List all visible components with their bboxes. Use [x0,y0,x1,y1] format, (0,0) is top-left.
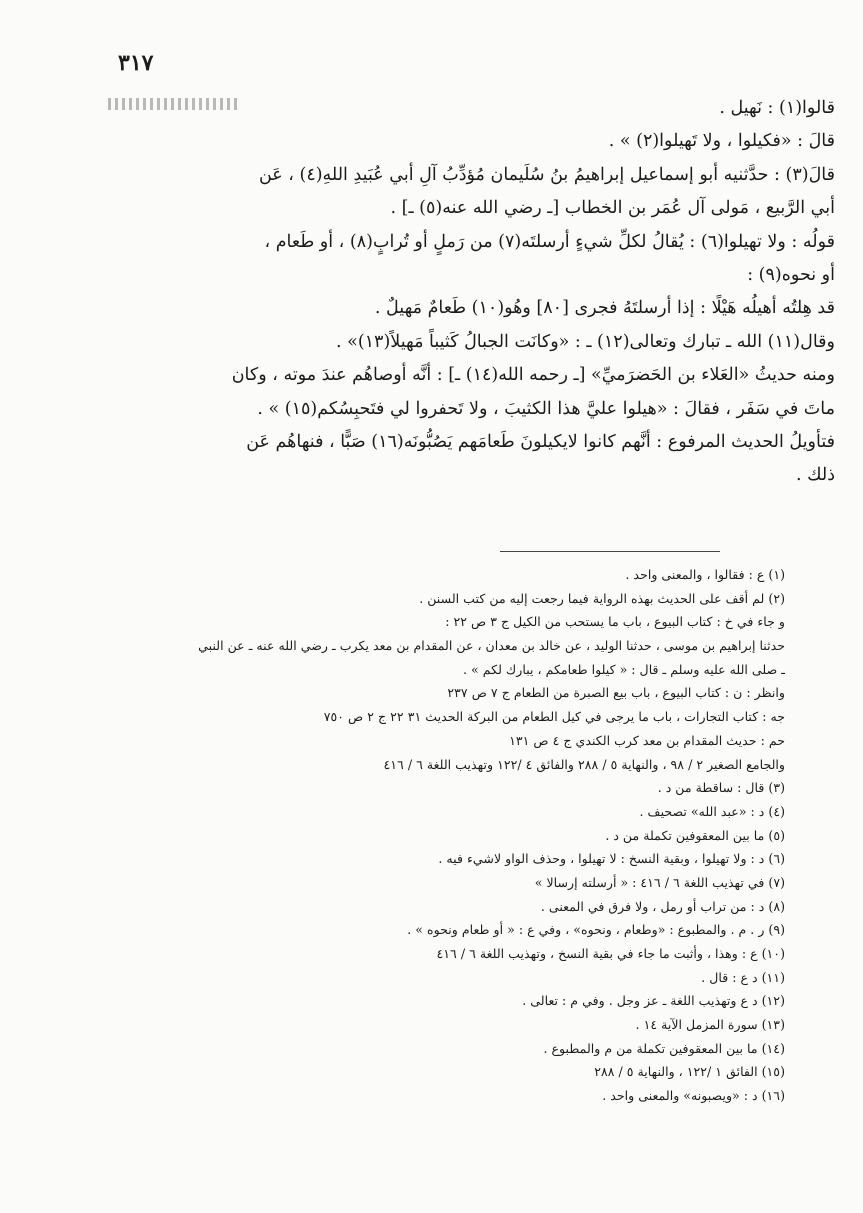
footnote-line: والجامع الصغير ٢ / ٩٨ ، والنهاية ٥ / ٢٨٨ والفائق ٤ /١٢٢ وتهذيب اللغة ٦ / ٤١٦ [383,756,785,772]
footnote-line: (٩) ر . م . والمطبوع : «وطعام ، ونحوه» ، وفي ع : « أو طعام ونحوه » . [407,922,785,938]
body-line: قالَ(٣) : حدَّثنيه أبو إسماعيل إبراهيمُ بنُ سُلَيمان مُؤدِّبُ آلِ أبي عُبَيدِ اللهِ(٤) ، عَن [258,164,835,185]
footnote-line: (١٥) الفائق ١ /١٢٢ ، والنهاية ٥ / ٢٨٨ [594,1064,785,1080]
body-line: قولُه : ولا تهيلوا(٦) : يُقالُ لكلِّ شيءٍ أرسلتَه(٧) من رَملٍ أو تُرابٍ(٨) ، أو طَعام ، [264,231,835,252]
footnote-line: حدثنا إبراهيم بن موسى ، حدثنا الوليد ، عن خالد بن معدان ، عن المقدام بن معد يكرب ـ رضي الله عنه ـ عن النبي [198,638,785,654]
footnote-separator [500,551,720,552]
footnote-line: و جاء في خ : كتاب البيوع ، باب ما يستحب من الكيل ج ٣ ص ٢٢ : [445,614,785,630]
footnote-line: (١٢) د ع وتهذيب اللغة ـ عز وجل . وفي م : تعالى . [522,993,785,1009]
footnote-line: ـ صلى الله عليه وسلم ـ قال : « كيلوا طعامكم ، يبارك لكم » . [463,661,785,677]
footnote-line: (١٠) ع : وهذا ، وأثبت ما جاء في بقية النسخ ، وتهذيب اللغة ٦ / ٤١٦ [436,946,785,961]
footnote-line: (٧) في تهذيب اللغة ٦ / ٤١٦ : « أرسلته إرسالا » [534,874,785,890]
body-line: ومنه حديثُ «العَلاء بن الحَضرَميِّ» [ـ رحمه الله(١٤) ـ] : أنَّه أوصاهُم عندَ موته ، وكان [231,365,835,386]
footnote-line: (٥) ما بين المعقوفين تكملة من د . [605,827,785,843]
footnote-line: (١١) د ع : قال . [701,969,785,985]
footnote-line: وانظر : ن : كتاب البيوع ، باب بيع الصبرة من الطعام ج ٧ ص ٢٣٧ [447,685,785,701]
body-text [100,92,835,493]
body-line: ماتَ في سَفَر ، فقالَ : «هيلوا عليَّ هذا الكثيبَ ، ولا تَحفروا لي فتَحبِسُكم(١٥) » . [257,398,835,419]
footnote-line: (١) ع : فقالوا ، والمعنى واحد . [625,567,785,582]
body-line: وقال(١١) الله ـ تبارك وتعالى(١٢) ـ : «وكانَت الجبالُ كَثيباً مَهيلاً(١٣)» . [335,331,835,352]
footnotes [105,563,785,1108]
body-line: قد هِلتُه أهيلُه هَيْلًا : إذا أرسلتَهُ فجرى [٨٠] وهُو(١٠) طَعامٌ مَهيلٌ . [374,298,835,319]
body-line: أو نحوه(٩) : [747,264,835,285]
footnote-line: (٣) قال : ساقطة من د . [657,780,785,796]
footnote-line: (٢) لم أقف على الحديث بهذه الرواية فيما رجعت إليه من كتب السنن . [419,590,785,606]
footnote-line: (١٤) ما بين المعقوفين تكملة من م والمطبوع . [543,1040,785,1056]
body-line: أبي الرَّبيع ، مَولى آل عُمَر بن الخطاب [ـ رضي الله عنه(٥) ـ] . [390,198,835,219]
footnote-line: (١٦) د : «ويصبونه» والمعنى واحد . [602,1088,785,1104]
footnote-line: (٤) د : «عبد الله» تصحيف . [639,803,785,819]
footnote-line: (١٣) سورة المزمل الآية ١٤ . [635,1017,785,1033]
body-line: فتأويلُ الحديث المرفوع : أنَّهم كانوا لايكيلونَ طَعامَهم يَصُبُّونَه(١٦) صَبًّا ، فنهاهُم عَن [246,431,835,452]
footnote-line: جه : كتاب التجارات ، باب ما يرجى في كيل الطعام من البركة الحديث ٣١ ٢٢ ج ٢ ص ٧٥٠ [323,709,785,725]
body-line: ذلك . [796,465,835,486]
page-number: ٣١٧ [118,50,154,76]
body-line: قالوا(١) : نَهيل . [719,98,835,118]
footnote-line: حم : حديث المقدام بن معد كرب الكندي ج ٤ ص ١٣١ [509,732,785,748]
footnote-line: (٦) د : ولا تهيلوا ، وبقية النسخ : لا تهيلوا ، وحذف الواو لاشيء فيه . [438,851,785,867]
footnote-line: (٨) د : من تراب أو رمل ، ولا فرق في المعنى . [540,898,785,914]
body-line: قالَ : «فكيلوا ، ولا تَهيلوا(٢) » . [608,131,835,152]
